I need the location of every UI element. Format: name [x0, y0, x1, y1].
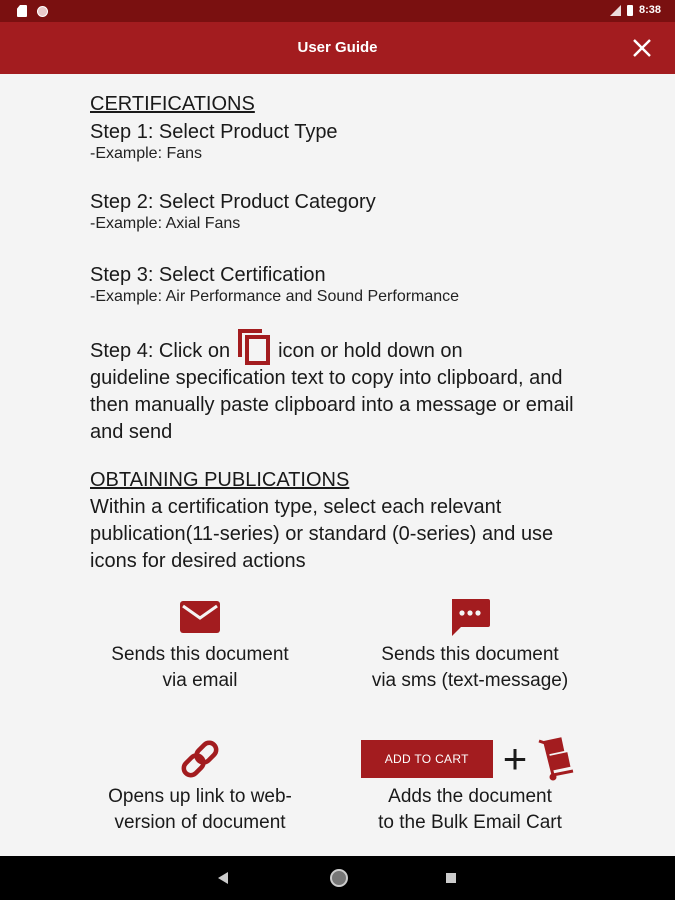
status-right: [610, 4, 661, 16]
email-icon[interactable]: [179, 600, 221, 634]
status-bar: [0, 0, 675, 22]
email-action: [60, 592, 340, 694]
step-example: -Example: Fans: [90, 145, 203, 162]
step-1: [90, 120, 650, 164]
publications-heading: OBTAINING PUBLICATIONS: [90, 469, 350, 491]
email-icon-wrap: [60, 592, 340, 642]
cart-icon: [537, 737, 579, 781]
cart-caption-1: Adds the document: [388, 786, 552, 807]
battery-icon: [627, 5, 633, 16]
step-2: [90, 190, 650, 234]
cart-action: [330, 734, 610, 836]
step-4: [90, 327, 650, 446]
signal-icon: [610, 5, 621, 16]
home-icon[interactable]: [330, 869, 348, 887]
sd-card-icon: [17, 5, 27, 17]
link-caption-2: version of document: [114, 812, 286, 833]
sms-icon-wrap: [330, 592, 610, 642]
cart-caption-2: to the Bulk Email Cart: [378, 812, 562, 833]
link-caption-1: Opens up link to web-: [108, 786, 292, 807]
step-3: [90, 263, 650, 307]
step-title: Step 3: Select Certification: [90, 264, 326, 286]
notification-dot-icon: [37, 6, 48, 17]
page-title: User Guide: [297, 39, 378, 56]
sms-action: [330, 592, 610, 694]
step-4-prefix: Step 4: Click on: [90, 340, 231, 362]
step-4-suffix: icon or hold down on: [278, 340, 463, 362]
sms-caption-1: Sends this document: [381, 644, 559, 665]
step-example: -Example: Axial Fans: [90, 215, 241, 232]
step-title: Step 2: Select Product Category: [90, 191, 376, 213]
publications-intro: Within a certification type, select each relevant publication(11-series) or standard (0-series) and use icons for desired actions: [90, 496, 554, 572]
certifications-heading: CERTIFICATIONS: [90, 93, 255, 115]
system-nav-bar: [0, 856, 675, 900]
sms-icon[interactable]: [449, 597, 491, 637]
plus-sign: +: [502, 735, 528, 782]
step-4-line-1: [90, 327, 650, 365]
copy-icon[interactable]: [236, 327, 272, 365]
close-icon[interactable]: [631, 37, 653, 59]
step-example: -Example: Air Performance and Sound Performance: [90, 288, 460, 305]
status-left: [17, 5, 48, 17]
step-4-rest: guideline specification text to copy into clipboard, and then manually paste clipboard into a message or email and send: [90, 367, 574, 443]
link-action: [60, 734, 340, 836]
action-legend: [60, 592, 620, 842]
guide-content: [90, 92, 650, 575]
link-icon[interactable]: [178, 737, 222, 781]
email-caption-2: via email: [162, 670, 238, 691]
add-to-cart-button[interactable]: ADD TO CART: [361, 740, 493, 778]
status-time: 8:38: [638, 4, 661, 16]
cart-icon-wrap: [330, 734, 610, 784]
back-icon[interactable]: [218, 872, 228, 884]
email-caption-1: Sends this document: [111, 644, 289, 665]
app-bar: [0, 22, 675, 74]
recent-apps-icon[interactable]: [446, 873, 456, 883]
sms-caption-2: via sms (text-message): [371, 670, 569, 691]
step-title: Step 1: Select Product Type: [90, 121, 338, 143]
link-icon-wrap: [60, 734, 340, 784]
